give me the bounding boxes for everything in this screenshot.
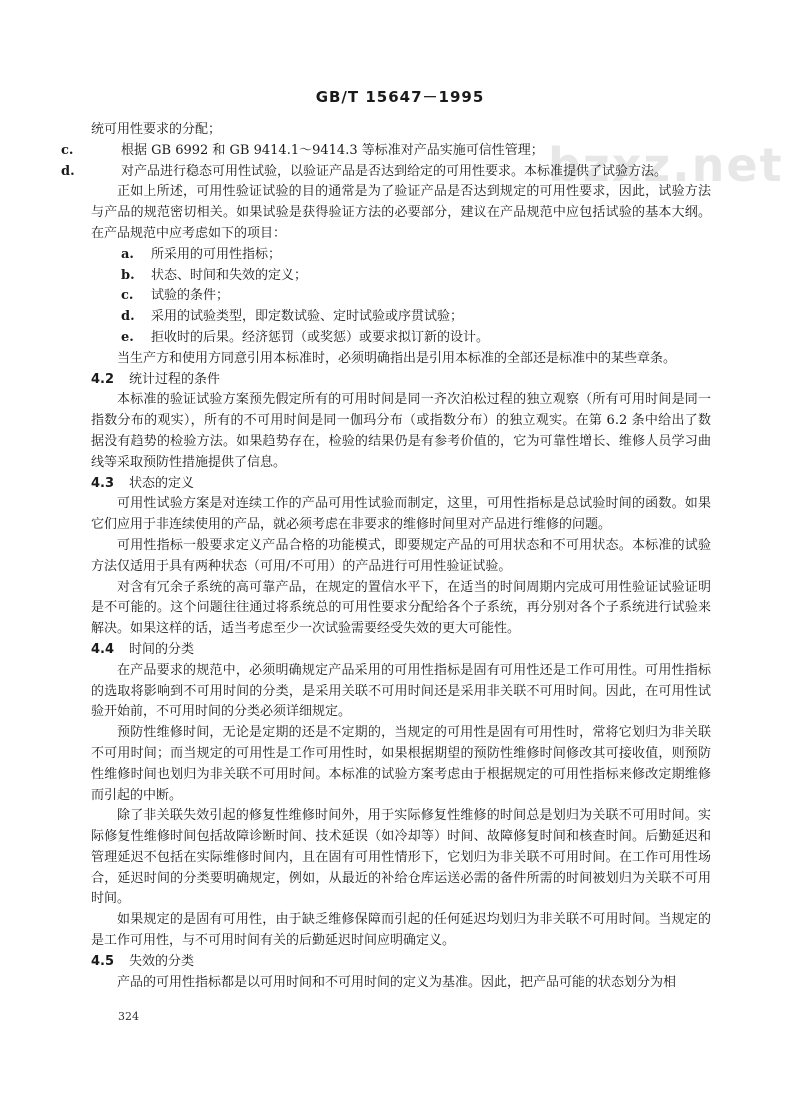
section-number: 4.5 [91, 953, 115, 969]
list-marker: c. [61, 142, 74, 158]
list-marker: e. [121, 329, 134, 345]
section-heading [91, 952, 711, 973]
paragraph: 在产品要求的规范中，必须明确规定产品采用的可用性指标是固有可用性还是工作可用性。可用性指标的选取将影响到不可用时间的分类，是采用关联不可用时间还是采用非关联不可用时间。因此，在可用性试验开始前，不可用时间的分类必须详细规定。 [91, 662, 711, 720]
list-item-text: 采用的试验类型，即定数试验、定时试验或序贯试验； [151, 309, 464, 325]
list-item [91, 245, 711, 266]
section-number: 4.4 [91, 641, 115, 657]
paragraph: 如果规定的是固有可用性，由于缺乏维修保障而引起的任何延迟均划归为非关联不可用时间。当规定的是工作可用性，与不可用时间有关的后勤延迟时间应明确定义。 [91, 912, 711, 949]
list-item-text: 拒收时的后果。经济惩罚（或奖惩）或要求拟订新的设计。 [151, 329, 490, 345]
section-title: 状态的定义 [129, 475, 195, 491]
paragraph: 预防性维修时间，无论是定期的还是不定期的，当规定的可用性是固有可用性时，常将它划归为非关联不可用时间；而当规定的可用性是工作可用性时，如果根据期望的预防性维修时间修改其可接收值，则预防性维修时间也划归为非关联不可用时间。本标准的试验方案考虑由于根据规定的可用性指标来修改定期维修而引起的中断。 [91, 725, 711, 803]
list-marker: b. [121, 267, 135, 283]
section-title: 时间的分类 [129, 641, 195, 657]
section-number: 4.3 [91, 475, 115, 491]
section-heading [91, 474, 711, 495]
list-marker: c. [121, 288, 134, 304]
list-item [91, 328, 711, 349]
list-item-text: 根据 GB 6992 和 GB 9414.1～9414.3 等标准对产品实施可信性管理； [121, 142, 544, 158]
section-heading [91, 640, 711, 661]
watermark-logo: bzxz.net [548, 138, 784, 192]
paragraph: 正如上所述，可用性验证试验的目的通常是为了验证产品是否达到规定的可用性要求，因此，试验方法与产品的规范密切相关。如果试验是获得验证方法的必要部分，建议在产品规范中应包括试验的基本大纲。在产品规范中应考虑如下的项目： [91, 184, 711, 241]
list-item [61, 162, 711, 183]
list-marker: d. [61, 163, 75, 179]
paragraph: 统可用性要求的分配； [91, 122, 222, 137]
paragraph: 本标准的验证试验方案预先假定所有的可用时间是同一齐次泊松过程的独立观察（所有可用时间是同一指数分布的观实），所有的不可用时间是同一伽玛分布（或指数分布）的独立观实。在第 6.2 条中给出了数据没有趋势的检验方法。如果趋势存在，检验的结果仍是有参考价值的，它为可靠性增长、维修人员学习曲线等采取预防性措施提供了信息。 [91, 392, 711, 470]
paragraph: 可用性指标一般要求定义产品合格的功能模式，即要规定产品的可用状态和不可用状态。本标准的试验方法仅适用于具有两种状态（可用/不可用）的产品进行可用性验证试验。 [91, 537, 711, 574]
paragraph: 除了非关联失效引起的修复性维修时间外，用于实际修复性维修的时间总是划归为关联不可用时间。实际修复性维修时间包括故障诊断时间、技术延误（如冷却等）时间、故障修复时间和核查时间。后勤延迟和管理延迟不包括在实际维修时间内，且在固有可用性情形下，它划归为非关联不可用时间。在工作可用性场合，延迟时间的分类要明确规定，例如，从最近的补给仓库运送必需的备件所需的时间被划归为关联不可用时间。 [91, 808, 711, 907]
list-item-text: 试验的条件； [151, 288, 230, 304]
paragraph: 对含有冗余子系统的高可靠产品，在规定的置信水平下，在适当的时间周期内完成可用性验证试验证明是不可能的。这个问题往往通过将系统总的可用性要求分配给各个子系统，再分别对各个子系统进行试验来解决。如果这样的话，适当考虑至少一次试验需要经受失效的更大可能性。 [91, 579, 711, 637]
standard-header: GB/T 15647－1995 [315, 88, 485, 106]
page-body [61, 120, 711, 993]
paragraph: 可用性试验方案是对连续工作的产品可用性试验而制定，这里，可用性指标是总试验时间的函数。如果它们应用于非连续使用的产品，就必须考虑在非要求的维修时间里对产品进行维修的问题。 [91, 496, 711, 533]
section-heading [91, 370, 711, 391]
list-marker: a. [121, 246, 134, 262]
section-title: 失效的分类 [129, 953, 195, 969]
list-item [91, 307, 711, 328]
page-number: 324 [118, 1010, 139, 1023]
list-item-text: 对产品进行稳态可用性试验，以验证产品是否达到给定的可用性要求。本标准提供了试验方法。 [121, 163, 668, 179]
list-item [91, 286, 711, 307]
paragraph: 产品的可用性指标都是以可用时间和不可用时间的定义为基准。因此，把产品可能的状态划分为相 [117, 974, 677, 990]
list-item-text: 所采用的可用性指标； [151, 246, 282, 262]
list-item [91, 266, 711, 287]
section-title: 统计过程的条件 [129, 371, 221, 387]
list-marker: d. [121, 309, 135, 325]
section-number: 4.2 [91, 371, 115, 387]
list-item-text: 状态、时间和失效的定义； [151, 267, 308, 283]
list-item [61, 141, 711, 162]
paragraph: 当生产方和使用方同意引用本标准时，必须明确指出是引用本标准的全部还是标准中的某些章条。 [117, 350, 677, 366]
